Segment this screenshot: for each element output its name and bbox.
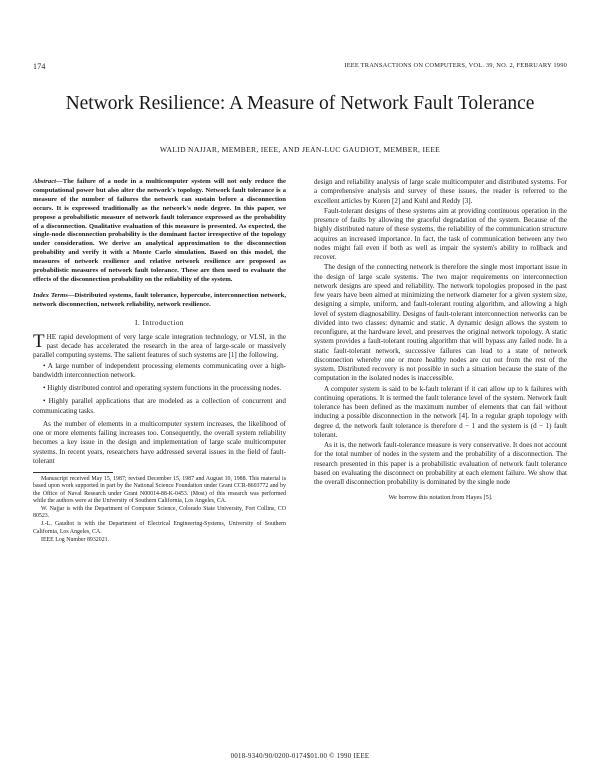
footnote-note: We borrow this notation from Hayes [5].	[388, 494, 493, 502]
body-paragraph: Fault-tolerant designs of these systems aim at providing continuous operation in the presence of faults by allowing the graceful degradation of the system. Because of the highly distributed nature of these systems, the reliability of the communication structure acquires an increased importance. In fact, the task of communication between any two nodes might fail even if both as well as impair the system's ability to rollback and recover.	[314, 206, 567, 261]
list-item: • Highly parallel applications that are modeled as a collection of concurrent and communicating tasks.	[33, 397, 286, 416]
abstract-label: Abstract—	[33, 178, 63, 185]
body-paragraph: As the number of elements in a multicomputer system increases, the likelihood of one or more elements failing increases too. Consequently, the overall system reliability becomes a key issue in the design and implementation of large scale multicomputer systems. In recent years, researchers have addressed several issues in the field of fault-tolerant	[33, 419, 286, 465]
footnote: Manuscript received May 15, 1987; revised December 15, 1987 and August 10, 1988. This material is based upon work supported in part by the National Science Foundation under Grant CCR-8603772 and by the Office of Naval Research under Grant N00014-88-K-0453. (Most) of this research was performed while the authors were at the University of Southern California, Los Angeles, CA.	[33, 476, 286, 504]
footnote: IEEE Log Number 8932021.	[41, 536, 110, 543]
footnote: W. Najjar is with the Department of Computer Science, Colorado State University, Fort Collins, CO 80523.	[33, 506, 286, 520]
section-heading: I. Introduction	[134, 318, 185, 327]
journal-title: IEEE TRANSACTIONS ON COMPUTERS, VOL. 39, NO. 2, FEBRUARY 1990	[344, 62, 567, 69]
body-paragraph: The design of the connecting network is therefore the single most important issue in the design of large scale systems. The two major requirements on interconnection network designs are speed and reliability. The network topologies proposed in the past few years have been aimed at minimizing the network diameter for a given system size, designing a simple, uniform, and fault-tolerant routing algorithm, and allowing a high level of system diagnosability. Designs of fault-tolerant interconnection networks can be divided into two classes: dynamic and static. A dynamic design allows the system to reconfigure, at the hardware level, and preserves the original network topology. A static system provides a fault-tolerant routing algorithm that will bypass any failed node. In a static fault-tolerant network, successive failures can lead to a state of network disconnection whereby one or more healthy nodes are cut out from the rest of the system. Distributed recovery is not possible in such a situation because the state of the computation in the isolated nodes is inaccessible.	[314, 263, 567, 383]
body-paragraph: design and reliability analysis of large scale multicomputer and distributed systems. For a comprehensive analysis and survey of these issues, the reader is referred to the excellent articles by Koren [2] and Kuhl and Reddy [3].	[314, 178, 567, 205]
footnote: J.-L. Gaudiot is with the Department of Electrical Engineering-Systems, University of Southern California, Los Angeles, CA.	[33, 521, 286, 535]
index-terms-text: Distributed systems, fault tolerance, hypercube, interconnection network, network disconnection, network reliability, network resilience.	[33, 291, 286, 308]
feature-list	[33, 362, 286, 416]
page-number: 174	[33, 62, 46, 71]
left-column	[33, 178, 286, 545]
abstract-text: The failure of a node in a multicomputer system will not only reduce the computational power but also alter the network's topology. Network fault tolerance is a measure of the number of failures the network can sustain before a disconnection occurs. It is expressed traditionally as the network's node degree. In this paper, we propose a probabilistic measure of network fault tolerance expressed as the probability of a disconnection. Qualitative evaluation of this measure is presented. As expected, the single-node disconnection probability is the dominant factor irrespective of the topology under consideration. We derive an analytical approximation to the disconnection probability and verify it with a Monte Carlo simulation. Based on this model, the measures of network resilience and relative network resilience are proposed as probabilistic measures of network fault tolerance. These are then used to evaluate the effects of the disconnection probability on the reliability of the system.	[33, 178, 286, 283]
intro-paragraph: THE rapid development of very large scale integration technology, or VLSI, in the past decade has accelerated the research in the area of large-scale or massively parallel computing systems. The salient features of such systems are [1] the following.	[33, 330, 286, 360]
list-item: • A large number of independent processing elements communicating over a high-bandwidth interconnection network.	[33, 362, 286, 381]
body-paragraph: As it is, the network fault-tolerance measure is very conservative. It does not account for the total number of nodes in the system and the probability of a disconnection. The research presented in this paper is a probabilistic evaluation of network fault tolerance based on evaluating the disconnect on probability at each element failure. We show that the overall disconnection probability is dominated by the single node	[314, 441, 567, 486]
abstract	[33, 178, 286, 285]
index-terms-label: Index Terms—	[33, 291, 75, 299]
footnote-divider	[33, 472, 113, 473]
footnotes	[33, 476, 286, 544]
copyright-footer: 0018-9340/90/0200-0174$01.00 © 1990 IEEE	[230, 753, 370, 760]
index-terms	[33, 292, 286, 310]
right-column	[314, 178, 567, 503]
list-item: • Highly distributed control and operating system functions in the processing nodes.	[33, 384, 286, 393]
body-paragraph: A computer system is said to be k-fault tolerant if it can allow up to k failures with continuing operations. It is termed the fault tolerance level of the system. Network fault tolerance has been defined as the maximum number of elements that can fail without inducing a possible disconnection in the network [4]. In a regular graph topology with degree d, the network fault tolerance is therefore d − 1 and the system is (d − 1) fault tolerant.	[314, 384, 567, 439]
paper-title: Network Resilience: A Measure of Network Fault Tolerance	[65, 93, 535, 114]
author-line: WALID NAJJAR, MEMBER, IEEE, AND JEAN-LUC GAUDIOT, MEMBER, IEEE	[159, 145, 441, 154]
